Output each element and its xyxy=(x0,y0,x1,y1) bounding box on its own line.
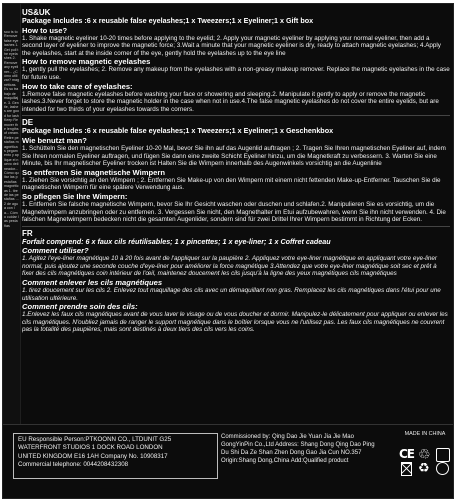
side-flap xyxy=(3,4,21,424)
how-to-use-heading-fr: Comment utiliser? xyxy=(22,246,89,256)
remove-text-us: 1, gently pull the eyelashes; 2. Remove any makeup from the eyelashes with a non-greasy makeup remover. Replace the magnetic eyelashes in the case for future use. xyxy=(22,66,450,81)
section-us-uk xyxy=(22,8,450,113)
instructions-panel xyxy=(22,8,450,423)
made-in-label: MADE IN CHINA xyxy=(404,431,446,437)
mfr-line: Commissioned by: Qing Dao Jie Yuan Jia Jie Mao xyxy=(221,434,354,440)
crossed-bin-icon xyxy=(401,462,412,476)
manufacturer-info xyxy=(221,433,396,465)
care-heading-us: How to take care of eyelashes: xyxy=(22,81,133,91)
country-label-fr: FR xyxy=(22,228,33,238)
eu-line: Commercial telephone: 0044208432308 xyxy=(18,461,129,469)
fsc-icon xyxy=(436,448,450,462)
remove-heading-de: So entfernen Sie magnetische Wimpern xyxy=(22,167,165,177)
package-includes-de: Package Includes :6 x reusable false eyelashes;1 x Tweezers;1 x Eyeliner;1 x Geschenkbox xyxy=(22,126,334,136)
care-text-us: 1.Remove false magnetic eyelashes before washing your face or showering and sleeping.2. Manipulate it gently to apply or remove the magnetic lashes.3.Never forget to store the magnetic holder in the case when not in use.4.The false magnetic eyelashes do not cover the entire eyelids, but are intended for two thirds of your eyelashes towards the corners. xyxy=(22,90,439,113)
how-to-use-text-us: 1. Shake magnetic eyeliner 10-20 times before applying to the eyelid; 2. Apply your magnetic eyeliner by applying your normal eyeliner, then add a second layer of eyeliner to improve the magnetic force; 3.Wait a minute that your magnetic eyeliner is dry, ready to attach magnetic eyelashes; 4.Apply the eyelashes, start at the inside corner of the eye, gently hold the eyelashes up to the eye line xyxy=(22,34,441,57)
footer xyxy=(3,424,453,499)
divider xyxy=(22,115,450,116)
eu-line: UNITED KINGDOM E16 1AH Company No. 10908317 xyxy=(18,452,168,460)
package-includes-fr: Forfait comprend: 6 x faux cils réutilisables; 1 x pincettes; 1 x eye-liner; 1 x Coffret cadeau xyxy=(22,236,331,246)
country-label-de: DE xyxy=(22,118,34,128)
eu-line: WATERFRONT STUDIOS 1 DOCK ROAD LONDON xyxy=(18,444,163,452)
package-back-panel xyxy=(2,3,454,499)
section-de xyxy=(22,118,450,223)
mfr-line: Origin:Shang Dong,China Add:Qualified product xyxy=(221,458,349,464)
mfr-line: GongYinPin Co.,Ltd Address: Shang Dong Qing Dao Ping xyxy=(221,442,375,448)
care-heading-de: So pflegen Sie Ihre Wimpern: xyxy=(22,191,128,201)
remove-heading-us: How to remove magnetic eyelashes xyxy=(22,57,151,67)
how-to-use-text-fr: 1. Agitez l'eye-liner magnétique 10 à 20 fois avant de l'appliquer sur la paupière 2. Appliquez votre eye-liner magnétique en appliquant votre eye-liner normal, puis ajoutez une seconde couche d'eye-liner pour améliorer la force magnétique 3.Attendez que votre eye-liner magnétique soit sec et prêt à fixer des cils magnétiques coin intérieur de l'œil, maintenez doucement les cils jusqu'à la ligne des yeux magnétiques cils magnétiques xyxy=(22,255,437,278)
ce-mark-icon: CE xyxy=(399,447,415,461)
eu-responsible-box xyxy=(13,433,218,479)
package-includes-us: Package Includes :6 x reusable false eyelashes;1 x Tweezers;1 x Eyeliner;1 x Gift box xyxy=(22,16,314,25)
divider xyxy=(22,226,450,227)
care-text-de: 1. Entfernen Sie falsche magnetische Wimpern, bevor Sie Ihr Gesicht waschen oder duschen und schlafen.2. Manipulieren Sie es vorsichtig, um die Magnetwimpern anzubringen oder zu entfernen. 3. Vergessen Sie nicht, den Magnethalter im Etui aufzubewahren, wenn Sie ihn nicht verwenden. 4. Die falschen Magnetwimpern bedecken nicht die gesamten Augenlider, sondern sind für zwei Drittel Ihrer Wimpern bestimmt in Richtung der Ecken. xyxy=(22,200,446,224)
section-fr xyxy=(22,229,450,334)
how-to-use-heading-us: How to use? xyxy=(22,25,68,35)
remove-text-de: 1. Ziehen Sie vorsichtig an den Wimpern ; 2. Entfernen Sie Make-up von den Wimpern mit einem nicht fettenden Make-up-Entferner. Tauschen Sie die magnetischen Wimpern für eine spätere Verwendung aus. xyxy=(22,176,441,192)
care-heading-fr: Comment prendre soin des cils: xyxy=(22,302,138,312)
how-to-use-text-de: 1. Schütteln Sie den magnetischen Eyeliner 10-20 Mal, bevor Sie ihn auf das Augenlid auftragen ; 2. Tragen Sie Ihren magnetischen Eyeliner auf, indem Sie Ihren normalen Eyeliner auftragen, und fügen Sie dann eine zweite Schicht Eyeliner hinzu, um die Magnetkraft zu verbessern. 3. Warten Sie eine Minute, bis Ihr magnetischer Eyeliner trocken ist Halten Sie die Wimpern innerhalb des Augenwinkels vorsichtig an die Augenlinie xyxy=(22,144,446,168)
mfr-line: Du Shi Da Ze Shan Zhen Dong Gao Jia Cun NO.357 xyxy=(221,450,362,456)
certification-icons xyxy=(399,447,451,477)
eu-line: EU Responsible Person:PTKOONN CO., LTDUNIT G25 xyxy=(18,436,172,443)
remove-text-fr: 1. tirez doucement sur les cils 2. Enlevez tout maquillage des cils avec un démaquillant non gras. Remplacez les cils magnétiques dans l'étui pour une utilisation ultérieure. xyxy=(22,287,441,302)
care-text-fr: 1.Enlevez les faux cils magnétiques avant de vous laver le visage ou de vous doucher et dormir. Manipulez-le délicatement pour appliquer ou enlever les cils magnétiques. N'oubliez jamais de ranger le support magnétique dans le boîtier lorsque vous ne l'utilisez pas. Les faux cils magnétiques ne couvrent pas la totalité des paupières, mais sont destinés à deux tiers des cils vers les coins. xyxy=(22,311,448,334)
tidyman-icon: ♻ xyxy=(418,460,430,475)
dot-icon xyxy=(436,462,449,475)
country-label-us: US&UK xyxy=(22,8,51,17)
remove-heading-fr: Comment enlever les cils magnétiques xyxy=(22,278,163,288)
side-flap-text: sou ts to Remove false eyelashes 1. Get pull the eyelashes 2. Remove any eyeliner... ¿Cómo utilizar? magnéticas. Es su trabajo de maquillaje. 3. Gentle, lashes are good for lash Keep Remover the lengths of cream. Retire pestañas magnéticas pegamento y aplique el nuevo delineador... Cómo quitar las pestañas magnéticas 1. tire de las pestañas ... 2 de agua con la... Cómo cuidar las pestañas xyxy=(4,30,19,228)
how-to-use-heading-de: Wie benutzt man? xyxy=(22,135,87,145)
recycle-icon: ♲ xyxy=(418,446,431,462)
